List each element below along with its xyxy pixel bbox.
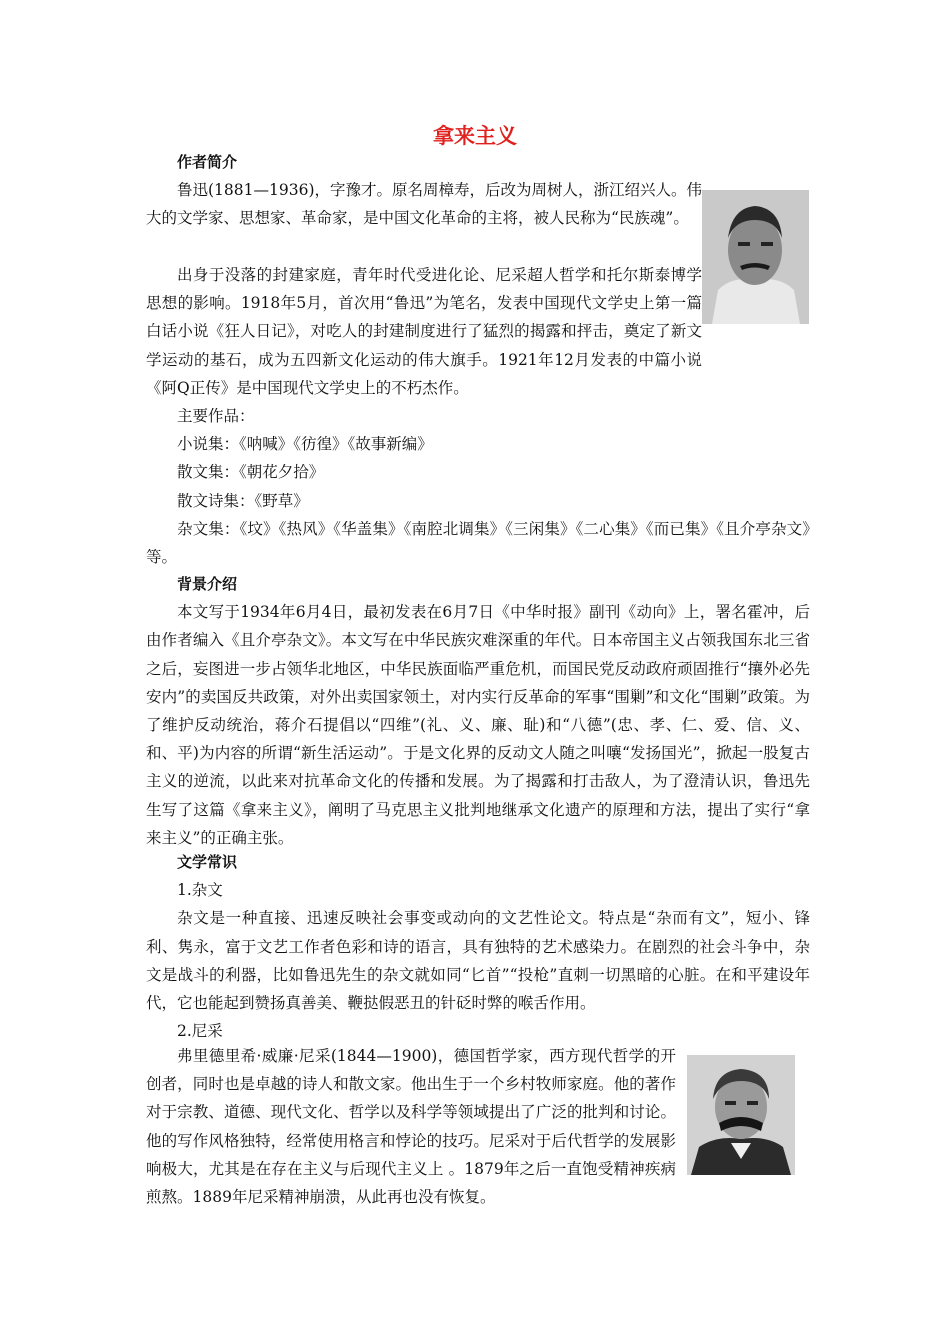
- nietzsche-paragraph: 弗里德里希·威廉·尼采(1844—1900)，德国哲学家，西方现代哲学的开创者，同时也是卓越的诗人和散文家。他出生于一个乡村牧师家庭。他的著作对于宗教、道德、现代文化、哲学以及科学等领域提出了广泛的批判和讨论。他的写作风格独特，经常使用格言和悖论的技巧。尼采对于后代哲学的发展影响极大，尤其是在存在主义与后现代主义上 。1879年之后一直饱受精神疾病: [146, 1047, 676, 1178]
- works-label: 主要作品：: [177, 407, 255, 425]
- literature-section: [146, 848, 810, 1045]
- background-paragraph: 本文写于1934年6月4日，最初发表在6月7日《中华时报》副刊《动向》上，署名霍冲，后由作者编入《且介亭杂文》。本文写在中华民族灾难深重的年代。日本帝国主义占领我国东北三省之后，妄图进一步占领华北地区，中华民族面临严重危机，而国民党反动政府顽固推行“攘外必先安内”的卖国反共政策，对外出卖国家领土，对内实行反革命的军事“围剿”和文化“围剿”政策。为了维护反动统治，蒋介石提倡以“四维”(礼、义、廉、耻)和“八德”(忠、孝、仁、爱、信、义、和、平)为内容的所谓“新生活运动”。于是文化界的反动文人随之叫嚷“发扬国光”，掀起一股复古主义的逆流，以此来对抗革命文化的传播和发展。为了揭露和打击敌人，为了澄清认识，鲁迅先生写了这篇《拿来主义》，阐明了马克思主义批判地继承文化遗产的原理和方法，提出了实行“拿来主义”的正确主张。: [146, 603, 810, 847]
- literature-heading: 文学常识: [177, 853, 238, 871]
- zawen-paragraph: 杂文是一种直接、迅速反映社会事变或动向的文艺性论文。特点是“杂而有文”，短小、锋利、隽永，富于文艺工作者色彩和诗的语言，具有独特的艺术感染力。在剧烈的社会斗争中，杂文是战斗的利器，比如鲁迅先生的杂文就如同“匕首”“投枪”直刺一切黑暗的心脏。在和平建设年代，它也能起到赞扬真善美、鞭挞假恶丑的针砭时弊的喉舌作用。: [146, 909, 810, 1013]
- page-title: 拿来主义: [433, 124, 517, 148]
- author-section-top: [146, 148, 702, 233]
- author-works: [146, 402, 810, 571]
- lu-xun-portrait-drawing: [702, 190, 809, 324]
- background-heading: 背景介绍: [177, 575, 238, 593]
- nietzsche-portrait: [687, 1055, 795, 1175]
- works-prose-poems: 散文诗集：《野草》: [177, 491, 309, 510]
- nietzsche-section: [146, 1042, 676, 1183]
- author-section-mid: [146, 261, 702, 317]
- works-essays: 散文集：《朝花夕拾》: [177, 463, 325, 482]
- nietzsche-paragraph-continued: 煎熬。1889年尼采精神崩溃，从此再也没有恢复。: [146, 1188, 496, 1207]
- works-zawen: 杂文集：《坟》《热风》《华盖集》《南腔北调集》《三闲集》《二心集》《而已集》《且介亭杂文》等。: [146, 519, 810, 567]
- author-heading: 作者简介: [177, 153, 238, 171]
- author-paragraph-2: 出身于没落的封建家庭，青年时代受进化论、尼采超人哲学和托尔斯泰博学思想的影响。1918年5月，首次用“鲁迅”为笔名，发表中国现代文学史上第一篇: [146, 266, 702, 313]
- nietzsche-title: 2.尼采: [177, 1022, 223, 1041]
- lu-xun-portrait: [702, 190, 809, 324]
- nietzsche-section-continued: [146, 1183, 810, 1211]
- author-paragraph-1: 鲁迅(1881—1936)，字豫才。原名周樟寿，后改为周树人，浙江绍兴人。伟大的文学家、思想家、革命家，是中国文化革命的主将，被人民称为“民族魂”。: [146, 181, 702, 228]
- works-novels: 小说集：《呐喊》《彷徨》《故事新编》: [177, 435, 433, 454]
- author-section-continued: [146, 317, 810, 401]
- nietzsche-portrait-drawing: [687, 1055, 795, 1175]
- background-section: [146, 570, 810, 852]
- zawen-title: 1.杂文: [177, 881, 223, 900]
- author-paragraph-2-continued: 白话小说《狂人日记》，对吃人的封建制度进行了猛烈的揭露和抨击，奠定了新文学运动的基石，成为五四新文化运动的伟大旗手。1921年12月发表的中篇小说《阿Q正传》是中国现代文学史上的不朽杰作。: [146, 322, 702, 397]
